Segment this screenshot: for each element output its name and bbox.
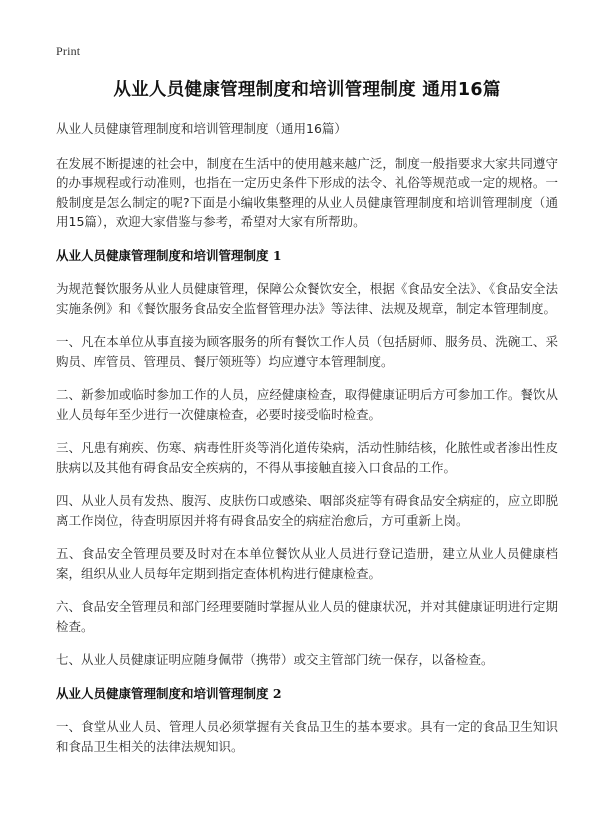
document-title: 从业人员健康管理制度和培训管理制度 通用16篇 (113, 80, 501, 100)
document-subtitle: 从业人员健康管理制度和培训管理制度（通用16篇） (56, 121, 347, 136)
section-1-paragraph: 三、凡患有痢疾、伤寒、病毒性肝炎等消化道传染病，活动性肺结核，化脓性或者渗出性皮肤病以及其他有碍食品安全疾病的，不得从事接触直接入口食品的工作。 (56, 440, 558, 475)
section-1-paragraph: 为规范餐饮服务从业人员健康管理，保障公众餐饮安全，根据《食品安全法》、《食品安全法实施条例》和《餐饮服务食品安全监督管理办法》等法律、法规及规章，制定本管理制度。 (56, 281, 558, 316)
section-1-paragraph: 四、从业人员有发热、腹泻、皮肤伤口或感染、咽部炎症等有碍食品安全病症的，应立即脱离工作岗位，待查明原因并将有碍食品安全的病症治愈后，方可重新上岗。 (56, 493, 558, 528)
section-2-paragraph: 一、食堂从业人员、管理人员必须掌握有关食品卫生的基本要求。具有一定的食品卫生知识和食品卫生相关的法律法规知识。 (56, 719, 558, 754)
section-1-paragraph: 五、食品安全管理员要及时对在本单位餐饮从业人员进行登记造册，建立从业人员健康档案，组织从业人员每年定期到指定查体机构进行健康检查。 (56, 546, 558, 581)
section-1-paragraph: 一、凡在本单位从事直接为顾客服务的所有餐饮工作人员（包括厨师、服务员、洗碗工、采购员、库管员、管理员、餐厅领班等）均应遵守本管理制度。 (56, 334, 558, 369)
section-1-heading: 从业人员健康管理制度和培训管理制度 1 (56, 247, 282, 263)
print-link[interactable]: Print (56, 44, 81, 58)
intro-paragraph: 在发展不断提速的社会中，制度在生活中的使用越来越广泛，制度一般指要求大家共同遵守的办事规程或行动准则，也指在一定历史条件下形成的法令、礼俗等规范或一定的规格。一般制度是怎么制定的呢?下面是小编收集整理的从业人员健康管理制度和培训管理制度（通用15篇），欢迎大家借鉴与参考，希望对大家有所帮助。 (56, 155, 558, 229)
section-2-heading: 从业人员健康管理制度和培训管理制度 2 (56, 685, 282, 701)
document-body (56, 119, 558, 770)
section-1-paragraph: 七、从业人员健康证明应随身佩带（携带）或交主管部门统一保存，以备检查。 (56, 652, 494, 667)
section-1-paragraph: 六、食品安全管理员和部门经理要随时掌握从业人员的健康状况，并对其健康证明进行定期检查。 (56, 599, 558, 634)
section-1-paragraph: 二、新参加或临时参加工作的人员，应经健康检查，取得健康证明后方可参加工作。餐饮从业人员每年至少进行一次健康检查，必要时接受临时检查。 (56, 387, 558, 422)
